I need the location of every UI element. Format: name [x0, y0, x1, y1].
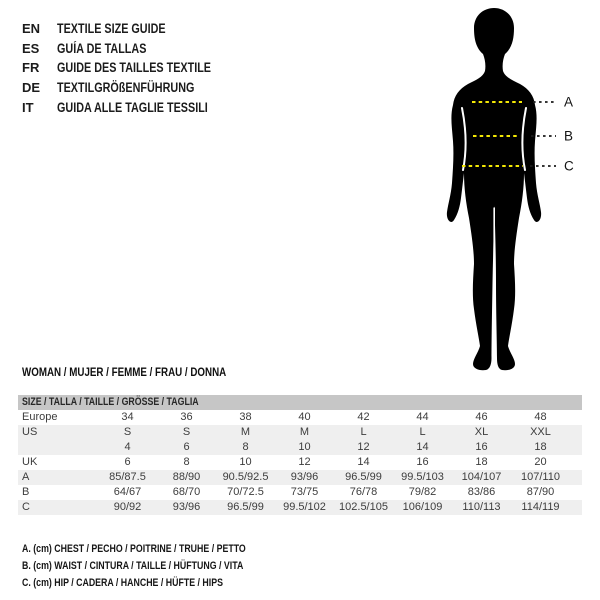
size-cell: 85/87.5: [109, 471, 146, 483]
language-title: GUÍA DE TALLAS: [57, 40, 147, 56]
size-cell: 42: [357, 411, 370, 423]
size-table-row: [18, 410, 582, 425]
size-table-body: [18, 410, 582, 515]
size-table-row: [18, 425, 582, 455]
language-list: [22, 19, 250, 117]
size-row-label: UK: [22, 456, 38, 468]
size-cell: 20: [534, 456, 547, 468]
size-cell: 48: [534, 411, 547, 423]
size-cell: 93/96: [172, 501, 201, 513]
size-row-values: [98, 485, 582, 500]
size-cell: 4: [124, 441, 131, 453]
size-row-values: [98, 500, 582, 515]
size-cell: M: [240, 426, 251, 438]
language-code: EN: [22, 21, 41, 37]
size-cell: 90/92: [113, 501, 142, 513]
size-table-row: [18, 485, 582, 500]
size-row-values: [98, 455, 582, 470]
size-cell: S: [182, 426, 191, 438]
size-cell: 70/72.5: [227, 486, 264, 498]
size-cell: 34: [121, 411, 134, 423]
marker-label-c: C: [564, 158, 574, 174]
size-cell: 18: [475, 456, 488, 468]
legend-line-text: A. (cm) CHEST / PECHO / POITRINE / TRUHE / PETTO: [22, 543, 246, 555]
size-cell: 76/78: [349, 486, 378, 498]
size-row-values: [98, 410, 582, 425]
language-row: [22, 19, 250, 39]
language-row: [22, 58, 250, 78]
size-cell: 79/82: [408, 486, 437, 498]
size-cell: 38: [239, 411, 252, 423]
size-value-line: [98, 500, 582, 515]
language-row: [22, 97, 250, 117]
legend-line-text: B. (cm) WAIST / CINTURA / TAILLE / HÜFTUNG / VITA: [22, 559, 244, 572]
size-value-line: [98, 440, 582, 455]
size-cell: 68/70: [172, 486, 201, 498]
marker-label-a: A: [564, 94, 574, 110]
size-cell: 10: [298, 441, 311, 453]
legend-line: [22, 577, 302, 594]
size-value-line: [98, 425, 582, 440]
language-title: GUIDA ALLE TAGLIE TESSILI: [57, 99, 208, 115]
size-cell: 14: [357, 456, 370, 468]
woman-figure-diagram: [430, 2, 590, 372]
size-row-label: Europe: [22, 411, 58, 423]
size-cell: 114/119: [521, 501, 560, 513]
size-cell: 107/110: [521, 471, 560, 483]
size-cell: 10: [239, 456, 252, 468]
size-value-line: [98, 410, 582, 425]
gender-section-title: [22, 367, 262, 379]
language-code: FR: [22, 60, 40, 76]
size-cell: 90.5/92.5: [222, 471, 269, 483]
legend-line-text: C. (cm) HIP / CADERA / HANCHE / HÜFTE / HIPS: [22, 576, 223, 589]
size-cell: 106/109: [402, 501, 443, 513]
size-cell: 6: [124, 456, 131, 468]
size-cell: S: [123, 426, 132, 438]
size-cell: M: [299, 426, 310, 438]
size-row-label: US: [22, 426, 38, 438]
size-cell: 104/107: [461, 471, 502, 483]
size-cell: 6: [183, 441, 190, 453]
size-cell: 16: [416, 456, 429, 468]
legend-line: [22, 543, 302, 560]
size-cell: 12: [298, 456, 311, 468]
legend-line: [22, 560, 302, 577]
language-code: ES: [22, 40, 40, 56]
size-cell: 102.5/105: [339, 501, 388, 513]
size-value-line: [98, 455, 582, 470]
size-cell: 73/75: [290, 486, 319, 498]
language-code: DE: [22, 80, 41, 96]
size-table-header-text: SIZE / TALLA / TAILLE / GRÖSSE / TAGLIA: [22, 396, 199, 408]
size-cell: 96.5/99: [227, 501, 264, 513]
size-cell: 64/67: [113, 486, 142, 498]
size-row-label: A: [22, 471, 30, 483]
size-cell: L: [419, 426, 426, 438]
size-cell: 14: [416, 441, 429, 453]
size-cell: 110/113: [462, 501, 501, 513]
size-cell: 99.5/102: [283, 501, 326, 513]
size-cell: 16: [475, 441, 488, 453]
size-cell: XL: [474, 426, 489, 438]
size-table: [18, 395, 582, 515]
size-cell: 46: [475, 411, 488, 423]
size-row-values: [98, 425, 582, 455]
size-cell: L: [360, 426, 367, 438]
size-cell: 36: [180, 411, 193, 423]
size-cell: 99.5/103: [401, 471, 444, 483]
language-title: GUIDE DES TAILLES TEXTILE: [57, 60, 212, 76]
size-cell: 87/90: [526, 486, 555, 498]
size-cell: 12: [357, 441, 370, 453]
size-cell: 40: [298, 411, 311, 423]
language-title: TEXTILGRÖßENFÜHRUNG: [57, 80, 195, 96]
language-title: TEXTILE SIZE GUIDE: [57, 21, 166, 37]
language-row: [22, 39, 250, 59]
size-cell: 8: [183, 456, 190, 468]
size-cell: 18: [534, 441, 547, 453]
size-table-header: [18, 395, 582, 410]
marker-label-b: B: [564, 128, 574, 144]
size-row-label: B: [22, 486, 30, 498]
size-row-label: C: [22, 501, 30, 513]
size-row-values: [98, 470, 582, 485]
size-cell: 83/86: [467, 486, 496, 498]
measurement-legend: [22, 543, 302, 593]
size-value-line: [98, 470, 582, 485]
size-cell: 44: [416, 411, 429, 423]
size-cell: 93/96: [290, 471, 319, 483]
size-cell: 88/90: [172, 471, 201, 483]
language-row: [22, 78, 250, 98]
size-value-line: [98, 485, 582, 500]
gender-section-title-text: WOMAN / MUJER / FEMME / FRAU / DONNA: [22, 367, 227, 379]
size-table-row: [18, 500, 582, 515]
size-cell: XXL: [530, 426, 551, 438]
size-table-row: [18, 455, 582, 470]
size-cell: 96.5/99: [345, 471, 382, 483]
size-table-row: [18, 470, 582, 485]
language-code: IT: [22, 99, 34, 115]
size-cell: 8: [242, 441, 249, 453]
